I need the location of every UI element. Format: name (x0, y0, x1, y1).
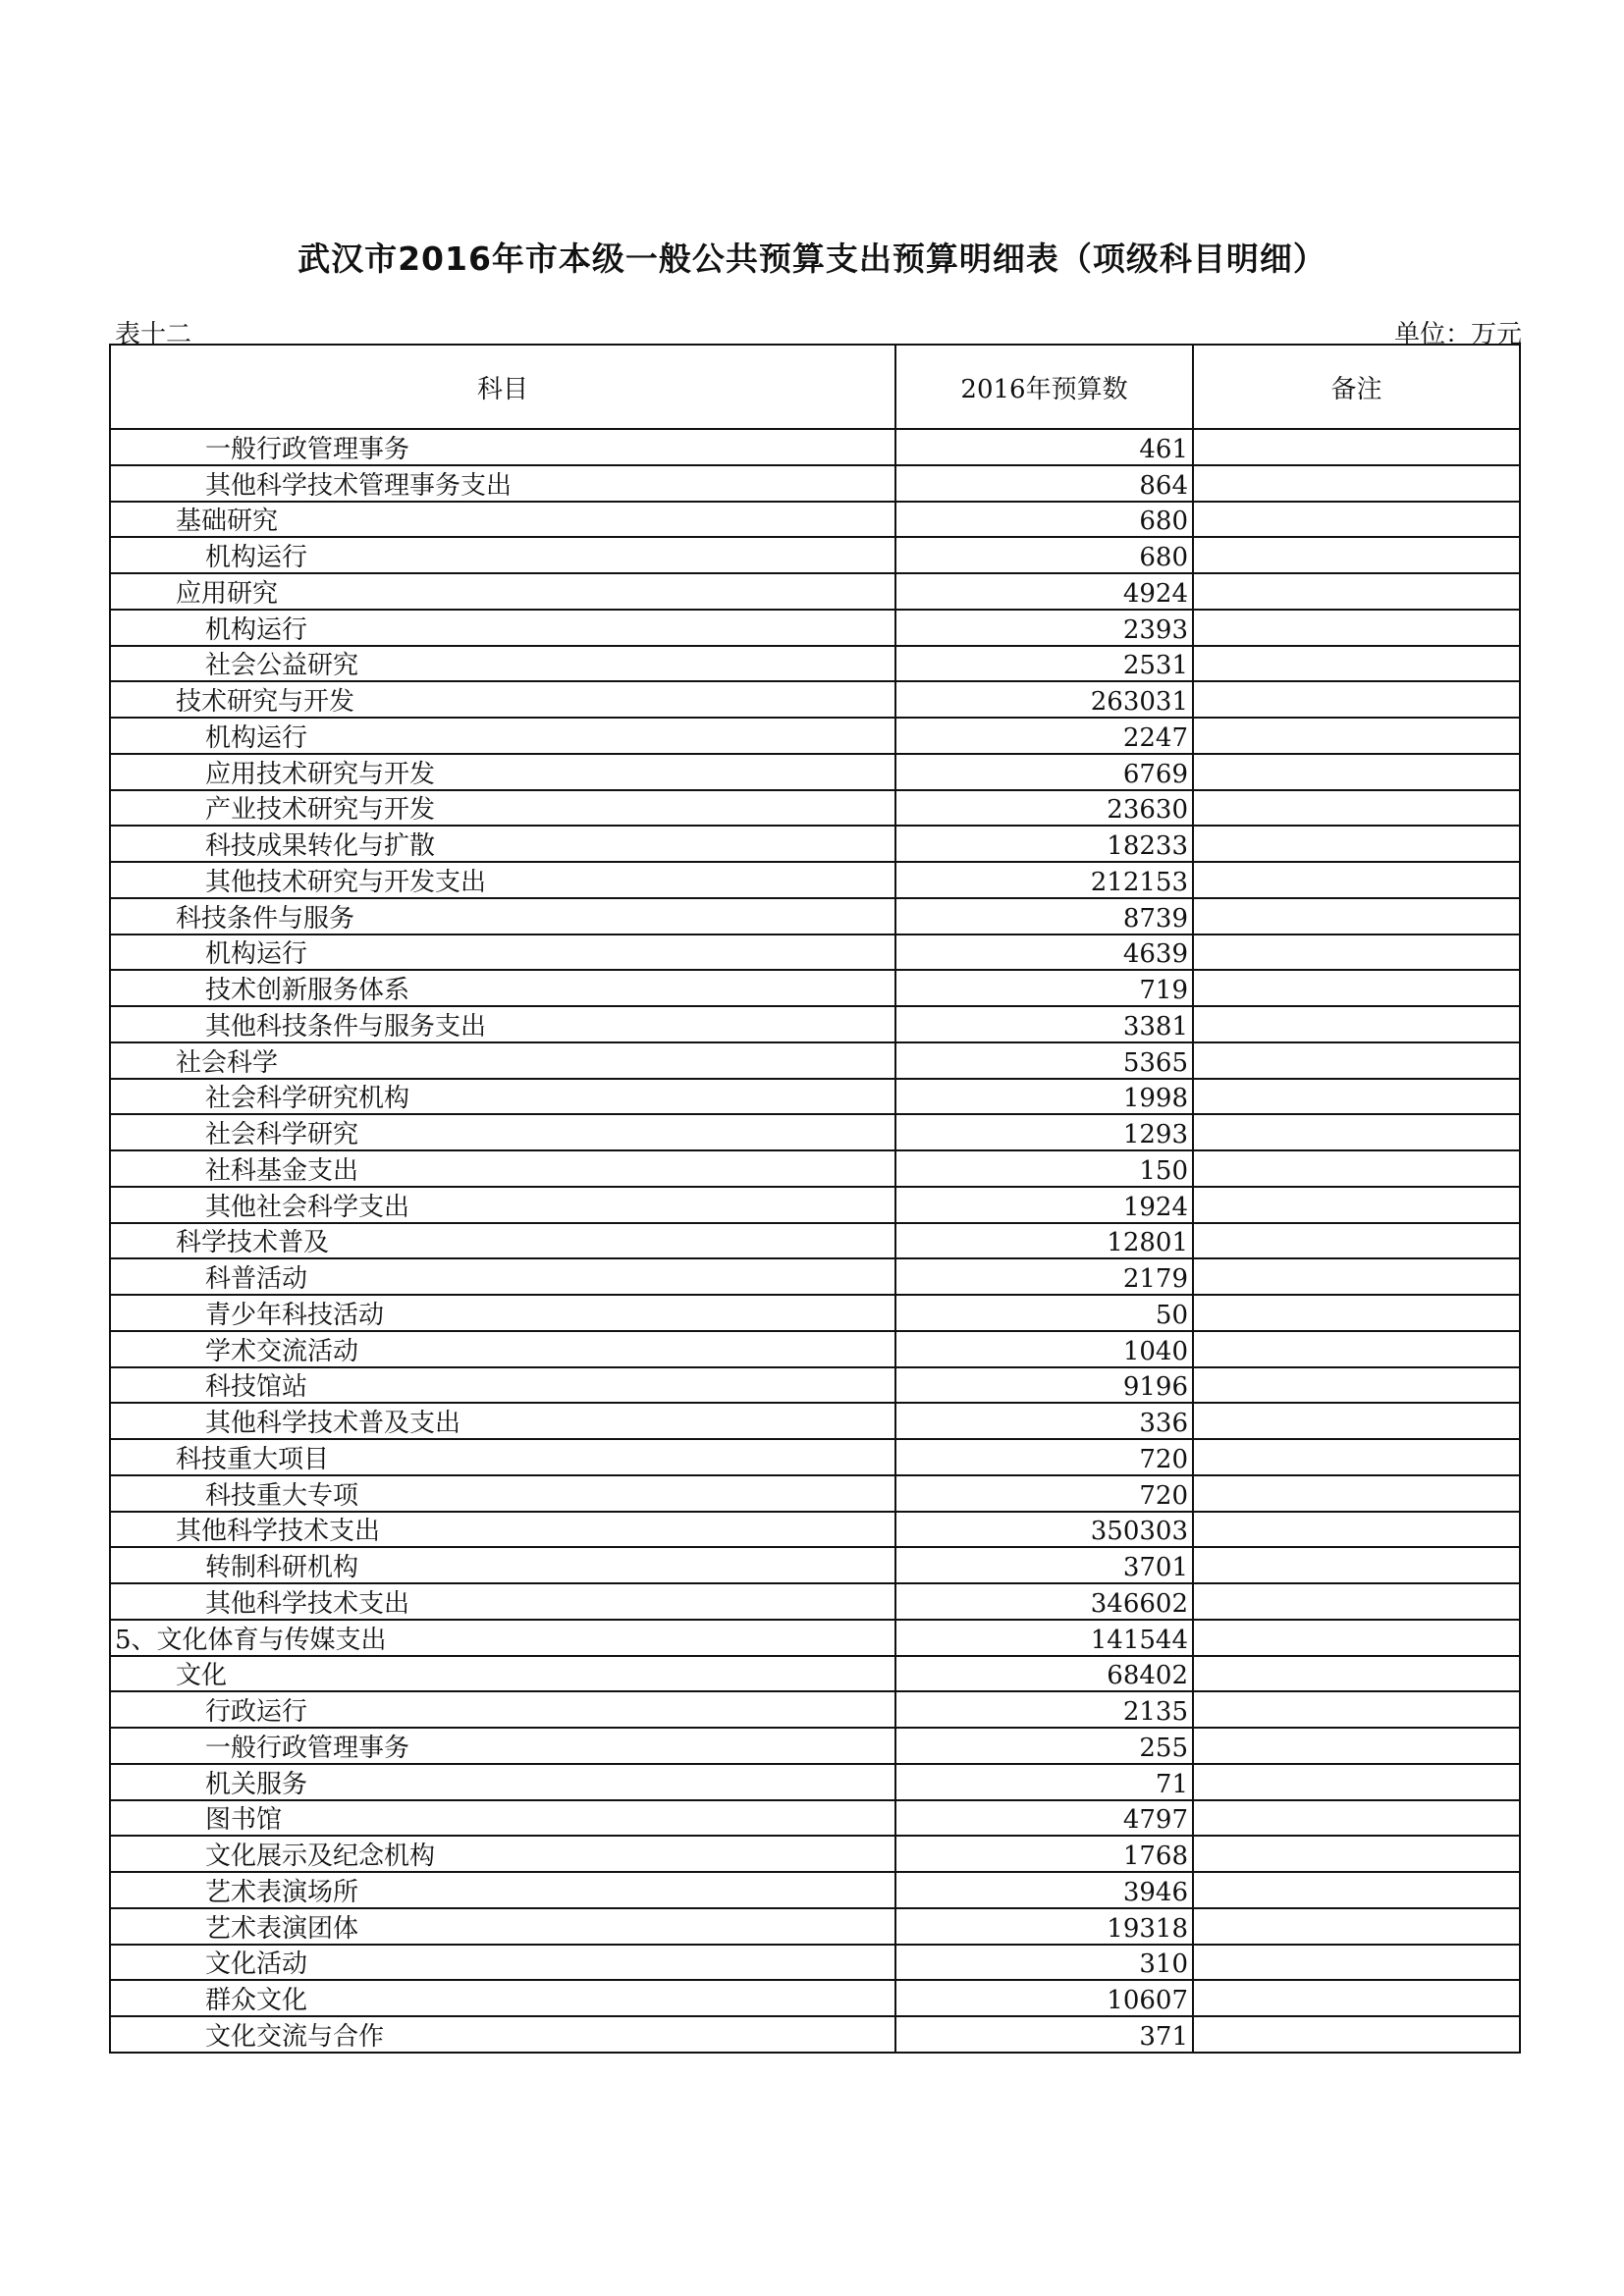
row-budget-value: 4639 (895, 934, 1193, 971)
budget-table (109, 344, 1521, 2054)
table-row (110, 1295, 1520, 1331)
row-subject: 社科基金支出 (110, 1150, 895, 1187)
table-row (110, 754, 1520, 790)
row-remark (1193, 1836, 1520, 1872)
row-remark (1193, 1079, 1520, 1115)
row-budget-value: 8739 (895, 898, 1193, 934)
row-budget-value: 141544 (895, 1620, 1193, 1656)
table-row (110, 1439, 1520, 1475)
row-budget-value: 310 (895, 1945, 1193, 1981)
row-remark (1193, 898, 1520, 934)
table-row (110, 1764, 1520, 1800)
row-subject: 其他科学技术支出 (110, 1583, 895, 1620)
row-subject: 其他科学技术管理事务支出 (110, 465, 895, 502)
row-remark (1193, 1728, 1520, 1764)
row-subject: 机关服务 (110, 1764, 895, 1800)
row-remark (1193, 1223, 1520, 1259)
table-row (110, 1006, 1520, 1042)
row-remark (1193, 1800, 1520, 1837)
row-remark (1193, 502, 1520, 538)
row-remark (1193, 718, 1520, 754)
row-remark (1193, 573, 1520, 610)
row-subject: 产业技术研究与开发 (110, 790, 895, 827)
row-budget-value: 4797 (895, 1800, 1193, 1837)
row-remark (1193, 1691, 1520, 1728)
table-row (110, 862, 1520, 898)
row-budget-value: 720 (895, 1475, 1193, 1512)
row-subject: 群众文化 (110, 1980, 895, 2016)
table-row (110, 610, 1520, 646)
row-budget-value: 720 (895, 1439, 1193, 1475)
row-remark (1193, 1764, 1520, 1800)
row-remark (1193, 970, 1520, 1006)
table-row (110, 1258, 1520, 1295)
row-budget-value: 10607 (895, 1980, 1193, 2016)
row-budget-value: 50 (895, 1295, 1193, 1331)
row-budget-value: 1924 (895, 1187, 1193, 1223)
table-label: 表十二 (115, 320, 192, 349)
row-budget-value: 461 (895, 429, 1193, 465)
row-remark (1193, 610, 1520, 646)
row-budget-value: 1998 (895, 1079, 1193, 1115)
table-row (110, 1475, 1520, 1512)
table-row (110, 934, 1520, 971)
row-subject: 科技重大专项 (110, 1475, 895, 1512)
row-remark (1193, 1512, 1520, 1548)
row-remark (1193, 465, 1520, 502)
row-remark (1193, 1872, 1520, 1908)
row-budget-value: 6769 (895, 754, 1193, 790)
row-remark (1193, 681, 1520, 718)
row-remark (1193, 1656, 1520, 1692)
row-subject: 艺术表演团体 (110, 1908, 895, 1945)
row-remark (1193, 790, 1520, 827)
row-budget-value: 346602 (895, 1583, 1193, 1620)
row-subject: 技术研究与开发 (110, 681, 895, 718)
row-subject: 转制科研机构 (110, 1547, 895, 1583)
row-budget-value: 5365 (895, 1042, 1193, 1079)
table-row (110, 1908, 1520, 1945)
row-subject: 青少年科技活动 (110, 1295, 895, 1331)
row-budget-value: 2247 (895, 718, 1193, 754)
row-remark (1193, 1980, 1520, 2016)
row-budget-value: 255 (895, 1728, 1193, 1764)
row-remark (1193, 1908, 1520, 1945)
table-row (110, 1945, 1520, 1981)
row-remark (1193, 1295, 1520, 1331)
row-budget-value: 71 (895, 1764, 1193, 1800)
table-row (110, 1367, 1520, 1404)
row-subject: 文化活动 (110, 1945, 895, 1981)
header-budget: 2016年预算数 (895, 345, 1193, 429)
table-row (110, 1079, 1520, 1115)
table-body (110, 429, 1520, 2053)
row-subject: 社会科学研究 (110, 1114, 895, 1150)
row-subject: 科普活动 (110, 1258, 895, 1295)
row-subject: 学术交流活动 (110, 1331, 895, 1367)
row-remark (1193, 862, 1520, 898)
row-budget-value: 19318 (895, 1908, 1193, 1945)
table-row (110, 465, 1520, 502)
row-budget-value: 1040 (895, 1331, 1193, 1367)
row-budget-value: 2179 (895, 1258, 1193, 1295)
table-row (110, 1187, 1520, 1223)
row-subject: 行政运行 (110, 1691, 895, 1728)
row-subject: 机构运行 (110, 610, 895, 646)
row-remark (1193, 934, 1520, 971)
row-remark (1193, 1258, 1520, 1295)
row-budget-value: 12801 (895, 1223, 1193, 1259)
row-remark (1193, 1042, 1520, 1079)
table-row (110, 1331, 1520, 1367)
row-budget-value: 371 (895, 2016, 1193, 2053)
row-remark (1193, 1583, 1520, 1620)
row-remark (1193, 1006, 1520, 1042)
table-row (110, 1872, 1520, 1908)
table-row (110, 718, 1520, 754)
table-row (110, 1620, 1520, 1656)
table-row (110, 502, 1520, 538)
page-title: 武汉市2016年市本级一般公共预算支出预算明细表（项级科目明细） (298, 240, 1326, 278)
table-row (110, 1836, 1520, 1872)
table-row (110, 1583, 1520, 1620)
row-budget-value: 1768 (895, 1836, 1193, 1872)
row-budget-value: 68402 (895, 1656, 1193, 1692)
table-row (110, 1114, 1520, 1150)
header-subject: 科目 (110, 345, 895, 429)
row-subject: 5、文化体育与传媒支出 (110, 1620, 895, 1656)
row-remark (1193, 826, 1520, 862)
row-remark (1193, 1620, 1520, 1656)
table-row (110, 898, 1520, 934)
table-row (110, 790, 1520, 827)
row-subject: 科技条件与服务 (110, 898, 895, 934)
table-row (110, 573, 1520, 610)
table-row (110, 1223, 1520, 1259)
row-budget-value: 864 (895, 465, 1193, 502)
row-budget-value: 263031 (895, 681, 1193, 718)
table-row (110, 1980, 1520, 2016)
row-remark (1193, 1114, 1520, 1150)
row-subject: 社会科学 (110, 1042, 895, 1079)
row-budget-value: 3946 (895, 1872, 1193, 1908)
row-budget-value: 150 (895, 1150, 1193, 1187)
row-budget-value: 3381 (895, 1006, 1193, 1042)
row-subject: 其他社会科学支出 (110, 1187, 895, 1223)
table-row (110, 1728, 1520, 1764)
row-subject: 应用研究 (110, 573, 895, 610)
table-row (110, 1547, 1520, 1583)
row-budget-value: 350303 (895, 1512, 1193, 1548)
row-subject: 应用技术研究与开发 (110, 754, 895, 790)
table-row (110, 2016, 1520, 2053)
row-remark (1193, 537, 1520, 573)
row-budget-value: 680 (895, 502, 1193, 538)
row-remark (1193, 754, 1520, 790)
table-row (110, 1403, 1520, 1439)
table-row (110, 646, 1520, 682)
row-budget-value: 336 (895, 1403, 1193, 1439)
row-subject: 机构运行 (110, 718, 895, 754)
row-subject: 其他科技条件与服务支出 (110, 1006, 895, 1042)
table-row (110, 681, 1520, 718)
row-subject: 科学技术普及 (110, 1223, 895, 1259)
row-subject: 科技馆站 (110, 1367, 895, 1404)
row-remark (1193, 1367, 1520, 1404)
row-subject: 科技重大项目 (110, 1439, 895, 1475)
table-row (110, 1042, 1520, 1079)
row-subject: 其他科学技术普及支出 (110, 1403, 895, 1439)
row-budget-value: 2135 (895, 1691, 1193, 1728)
row-budget-value: 18233 (895, 826, 1193, 862)
row-budget-value: 4924 (895, 573, 1193, 610)
row-subject: 图书馆 (110, 1800, 895, 1837)
table-row (110, 1691, 1520, 1728)
row-remark (1193, 429, 1520, 465)
table-row (110, 1800, 1520, 1837)
row-remark (1193, 1475, 1520, 1512)
header-row (110, 345, 1520, 429)
row-subject: 技术创新服务体系 (110, 970, 895, 1006)
row-budget-value: 719 (895, 970, 1193, 1006)
unit-label: 单位：万元 (1393, 320, 1522, 349)
row-remark (1193, 1331, 1520, 1367)
row-budget-value: 2531 (895, 646, 1193, 682)
row-subject: 一般行政管理事务 (110, 1728, 895, 1764)
row-subject: 基础研究 (110, 502, 895, 538)
row-remark (1193, 1187, 1520, 1223)
row-remark (1193, 1403, 1520, 1439)
row-remark (1193, 1547, 1520, 1583)
table-row (110, 1150, 1520, 1187)
row-budget-value: 9196 (895, 1367, 1193, 1404)
row-remark (1193, 1945, 1520, 1981)
row-subject: 科技成果转化与扩散 (110, 826, 895, 862)
row-budget-value: 23630 (895, 790, 1193, 827)
row-subject: 一般行政管理事务 (110, 429, 895, 465)
table-row (110, 429, 1520, 465)
row-subject: 文化交流与合作 (110, 2016, 895, 2053)
table-row (110, 1656, 1520, 1692)
table-row (110, 1512, 1520, 1548)
row-subject: 机构运行 (110, 537, 895, 573)
row-budget-value: 2393 (895, 610, 1193, 646)
row-subject: 机构运行 (110, 934, 895, 971)
table-row (110, 970, 1520, 1006)
row-subject: 其他科学技术支出 (110, 1512, 895, 1548)
table-row (110, 537, 1520, 573)
header-remark: 备注 (1193, 345, 1520, 429)
row-subject: 文化展示及纪念机构 (110, 1836, 895, 1872)
row-budget-value: 3701 (895, 1547, 1193, 1583)
row-budget-value: 680 (895, 537, 1193, 573)
row-subject: 社会公益研究 (110, 646, 895, 682)
row-budget-value: 212153 (895, 862, 1193, 898)
row-remark (1193, 646, 1520, 682)
row-remark (1193, 1439, 1520, 1475)
row-subject: 艺术表演场所 (110, 1872, 895, 1908)
row-subject: 其他技术研究与开发支出 (110, 862, 895, 898)
row-remark (1193, 1150, 1520, 1187)
row-budget-value: 1293 (895, 1114, 1193, 1150)
table-row (110, 826, 1520, 862)
row-subject: 文化 (110, 1656, 895, 1692)
row-remark (1193, 2016, 1520, 2053)
row-subject: 社会科学研究机构 (110, 1079, 895, 1115)
